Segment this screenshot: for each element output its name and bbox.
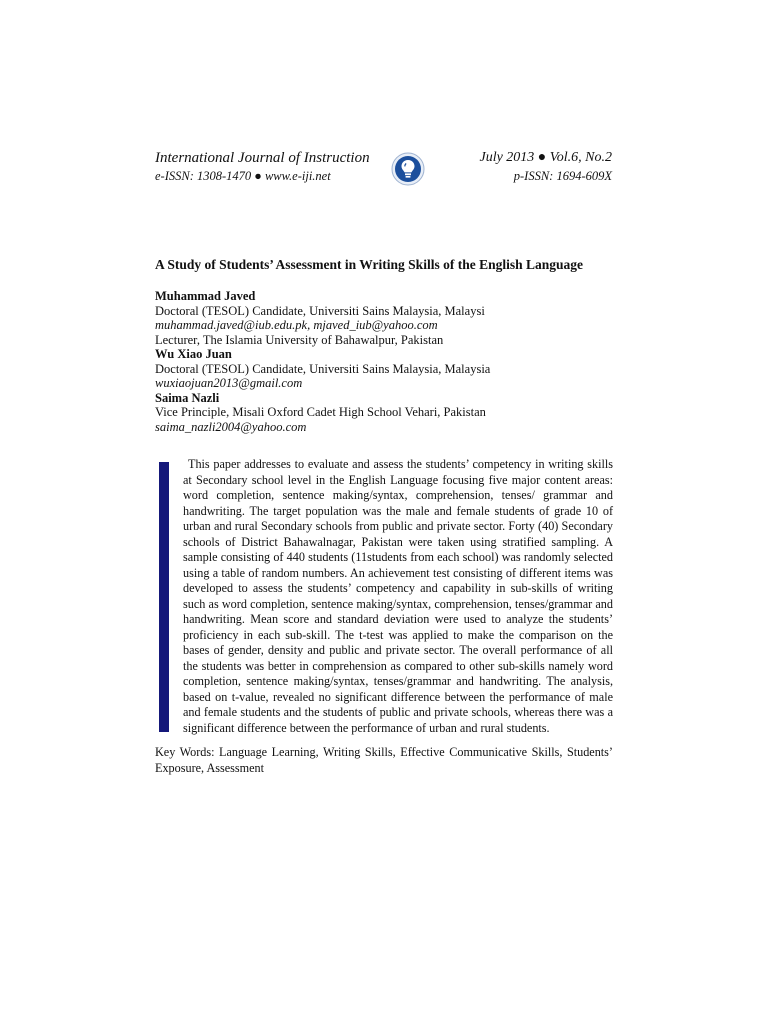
author-name: Muhammad Javed xyxy=(155,289,256,303)
journal-title: International Journal of Instruction xyxy=(155,150,370,166)
issue-line: July 2013 ● Vol.6, No.2 xyxy=(479,150,612,165)
paper-title: A Study of Students’ Assessment in Writing Skills of the English Language xyxy=(155,257,583,272)
authors-block xyxy=(155,289,615,434)
author-affiliation: Doctoral (TESOL) Candidate, Universiti Sains Malaysia, Malaysia xyxy=(155,361,491,376)
journal-header-left xyxy=(155,148,370,185)
eissn-line: e-ISSN: 1308-1470 ● www.e-iji.net xyxy=(155,169,331,183)
author-affiliation: Doctoral (TESOL) Candidate, Universiti Sains Malaysia, Malaysi xyxy=(155,303,485,318)
author-email: muhammad.javed@iub.edu.pk, mjaved_iub@yahoo.com xyxy=(155,318,438,332)
abstract-text: This paper addresses to evaluate and assess the students’ competency in writing skills at Secondary school level in the English Language focusing five major content areas: word completion, sentence making/syntax, comprehension, tenses/ grammar and handwriting. The target population was the male and female students of grade 10 of urban and rural Secondary schools from public and private sector. Forty (40) Secondary schools of District Bahawalnagar, Pakistan were taken using stratified sampling. A sample consisting of 440 students (11students from each school) was randomly selected using a table of random numbers. An achievement test consisting of different items was developed to assess the students’ competency and capability in sub-skills of writing such as word completion, sentence making/syntax, comprehension, tenses/grammar and handwriting. Mean score and standard deviation were used to analyze the students’ proficiency in each sub-skill. The t-test was applied to make the comparison on the bases of gender, density and public and private sector. The overall performance of all the students was better in comprehension as compared to other sub-skills namely word completion, sentence making/syntax, tenses/grammar and handwriting. The analysis, based on t-value, revealed no significant difference between the performance of male and female students and the students of public and private schools, whereas there was a significant difference between the performance of urban and rural students. xyxy=(183,457,613,735)
author-name: Saima Nazli xyxy=(155,390,220,405)
author-affiliation: Lecturer, The Islamia University of Bahawalpur, Pakistan xyxy=(155,332,444,347)
author-email: wuxiaojuan2013@gmail.com xyxy=(155,376,303,390)
pissn-line: p-ISSN: 1694-609X xyxy=(513,169,612,183)
journal-logo-svg xyxy=(391,152,425,186)
lightbulb-logo-icon xyxy=(391,152,425,186)
abstract-accent-bar xyxy=(159,462,169,732)
keywords: Key Words: Language Learning, Writing Skills, Effective Communicative Skills, Students’ Exposure, Assessment xyxy=(155,745,613,775)
journal-header-right xyxy=(479,148,612,185)
author-name: Wu Xiao Juan xyxy=(155,347,232,361)
author-email: saima_nazli2004@yahoo.com xyxy=(155,419,307,434)
author-affiliation: Vice Principle, Misali Oxford Cadet High School Vehari, Pakistan xyxy=(155,405,486,419)
